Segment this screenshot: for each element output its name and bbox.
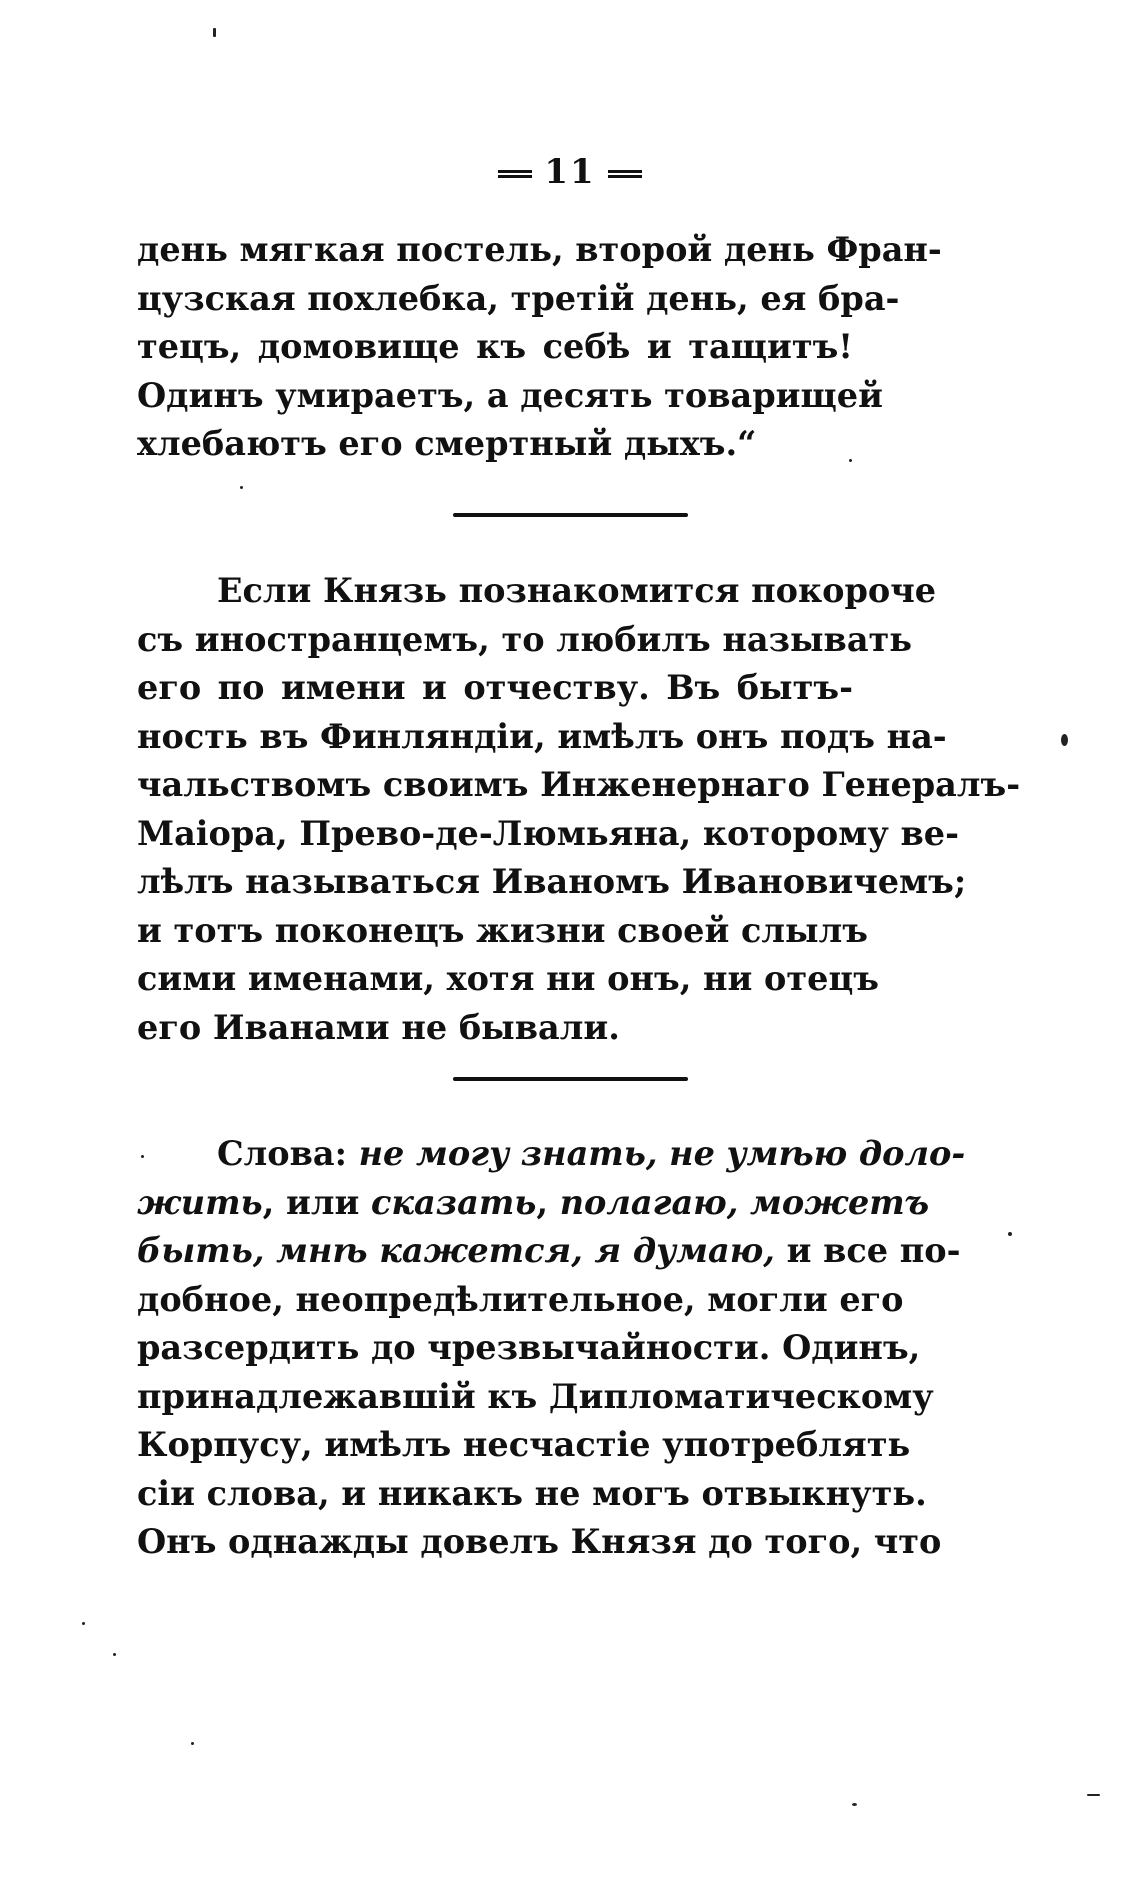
text-run: и все по- (774, 1231, 961, 1270)
page-number (0, 152, 1140, 192)
text-line: чальствомъ своимъ Инженернаго Генералъ- (137, 765, 1021, 804)
text-line: день мягкая постель, второй день Фран- (137, 230, 942, 269)
text-line: сіи слова, и никакъ не могъ отвыкнуть. (137, 1473, 927, 1513)
text-line: сими именами, хотя ни онъ, ни отецъ (137, 959, 879, 998)
page-number-text: 11 (544, 152, 596, 192)
text-line: Корпусу, имѣлъ несчастіе употреблять (137, 1425, 911, 1464)
scan-speck (113, 1653, 116, 1656)
text-line: тецъ, домовище къ себѣ и тащитъ! (137, 327, 853, 366)
scan-speck (240, 486, 243, 489)
text-line: принадлежавшій къ Дипломатическому (137, 1376, 934, 1416)
scan-speck (849, 459, 852, 462)
scan-speck (852, 1803, 857, 1806)
text-line: разсердить до чрезвычайности. Одинъ, (137, 1328, 921, 1367)
text-line (137, 1227, 961, 1276)
text-line: его по имени и отчеству. Въ бытъ- (137, 668, 853, 707)
paragraph-1 (137, 226, 942, 469)
scan-speck (1061, 734, 1068, 746)
text-line: цузская похлебка, третій день, ея бра- (137, 278, 900, 318)
text-line: Онъ однажды довелъ Князя до того, что (137, 1522, 942, 1561)
text-run: , (536, 1182, 560, 1222)
text-line: добное, неопредѣлительное, могли его (137, 1279, 904, 1319)
text-run: , или (262, 1182, 371, 1222)
text-line: хлебаютъ его смертный дыхъ.“ (137, 424, 757, 463)
italic-text-run: сказать (370, 1182, 537, 1222)
text-line: Если Князь познакомится покороче (217, 571, 937, 610)
scan-speck (213, 28, 216, 37)
text-line: съ иностранцемъ, то любилъ называть (137, 619, 913, 659)
page-number-dash-left (498, 170, 532, 178)
text-line: и тотъ поконецъ жизни своей слылъ (137, 910, 868, 950)
text-line (137, 1179, 930, 1228)
scan-speck (1008, 1232, 1012, 1236)
text-line: Маіора, Прево-де-Люмьяна, которому ве- (137, 813, 959, 853)
section-divider (453, 1077, 688, 1081)
text-run: Слова: (217, 1134, 359, 1173)
page-number-dash-right (608, 170, 642, 178)
scan-speck (141, 1155, 144, 1158)
text-line: лѣлъ называться Иваномъ Ивановичемъ; (137, 862, 967, 901)
scan-speck (82, 1622, 85, 1625)
italic-text-run: быть, мнѣ кажется, я думаю, (137, 1231, 775, 1270)
paragraph-3 (137, 1130, 966, 1567)
section-divider (453, 513, 688, 517)
text-line: его Иванами не бывали. (137, 1007, 620, 1047)
paragraph-2 (137, 567, 1021, 1052)
text-line (137, 1130, 966, 1179)
italic-text-run: не могу знать, не умѣю доло- (358, 1134, 966, 1173)
scan-speck (191, 1742, 194, 1745)
italic-text-run: полагаю, можетъ (559, 1182, 930, 1222)
scan-speck (1087, 1794, 1100, 1796)
italic-text-run: жить (137, 1182, 263, 1222)
text-line: ность въ Финляндіи, имѣлъ онъ подъ на- (137, 716, 947, 756)
text-line: Одинъ умираетъ, а десять товарищей (137, 375, 883, 415)
